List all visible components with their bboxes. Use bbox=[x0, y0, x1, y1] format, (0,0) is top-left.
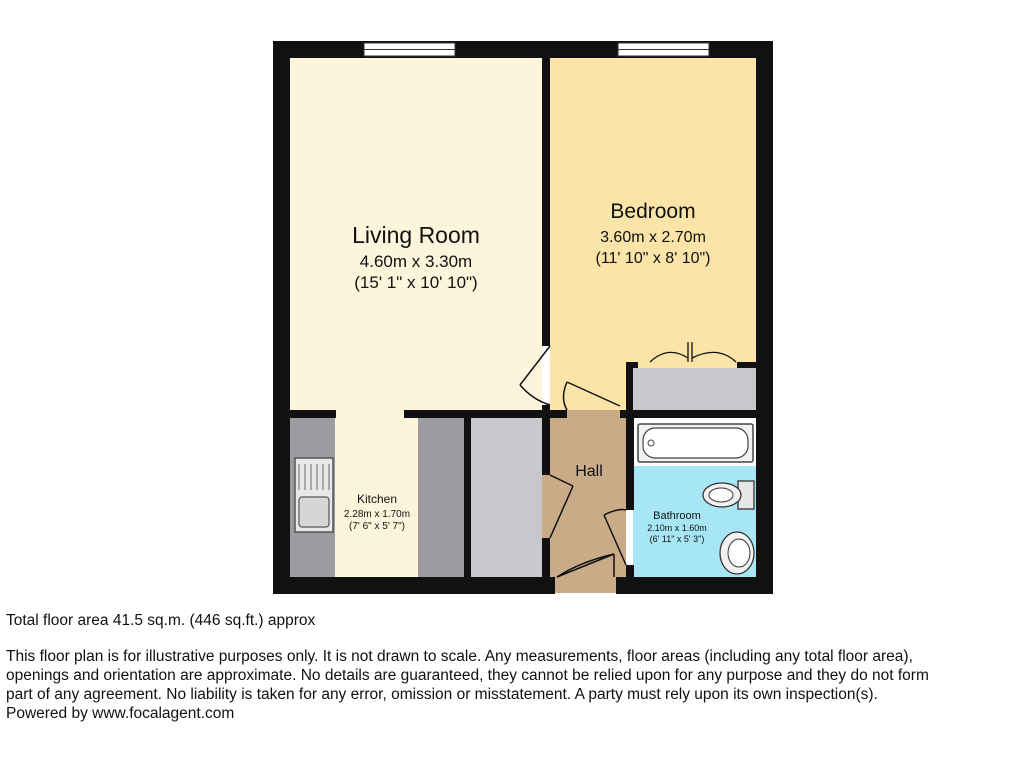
window-bedroom bbox=[618, 43, 709, 56]
living-room-imperial: (15' 1" x 10' 10") bbox=[354, 273, 478, 292]
wardrobe bbox=[633, 368, 756, 410]
storage-cupboard bbox=[471, 418, 542, 578]
toilet-icon bbox=[703, 481, 754, 509]
living-room-metric: 4.60m x 3.30m bbox=[359, 252, 473, 271]
kitchen-imperial: (7' 6" x 5' 7") bbox=[349, 521, 405, 532]
kitchen-metric: 2.28m x 1.70m bbox=[343, 509, 411, 520]
bedroom-imperial: (11' 10" x 8' 10") bbox=[595, 250, 711, 267]
bedroom-name: Bedroom bbox=[610, 200, 696, 223]
bathroom-imperial: (6' 11" x 5' 3") bbox=[649, 534, 705, 544]
bathroom-name: Bathroom bbox=[653, 510, 701, 522]
basin-icon bbox=[720, 532, 754, 574]
sink-icon bbox=[295, 458, 333, 532]
kitchen-unit bbox=[418, 418, 464, 578]
powered-by: Powered by www.focalagent.com bbox=[6, 705, 235, 722]
bath-icon bbox=[638, 424, 753, 462]
disclaimer-line: openings and orientation are approximate. No details are guaranteed, they cannot be relied upon for any purpose and they do not form bbox=[6, 667, 929, 684]
kitchen-name: Kitchen bbox=[356, 492, 398, 506]
hall-name: Hall bbox=[575, 463, 603, 480]
window-living-room bbox=[364, 43, 455, 56]
total-floor-area: Total floor area 41.5 sq.m. (446 sq.ft.) approx bbox=[6, 612, 316, 629]
disclaimer bbox=[6, 647, 1022, 723]
living-room-name: Living Room bbox=[352, 222, 480, 248]
disclaimer-line: part of any agreement. No liability is taken for any error, omission or misstatement. A party must rely upon its own inspection(s). bbox=[6, 686, 878, 703]
bathroom-metric: 2.10m x 1.60m bbox=[647, 523, 707, 533]
disclaimer-line: This floor plan is for illustrative purposes only. It is not drawn to scale. Any measurements, floor areas (including any total floor area), bbox=[6, 648, 913, 665]
bedroom-metric: 3.60m x 2.70m bbox=[600, 229, 706, 246]
